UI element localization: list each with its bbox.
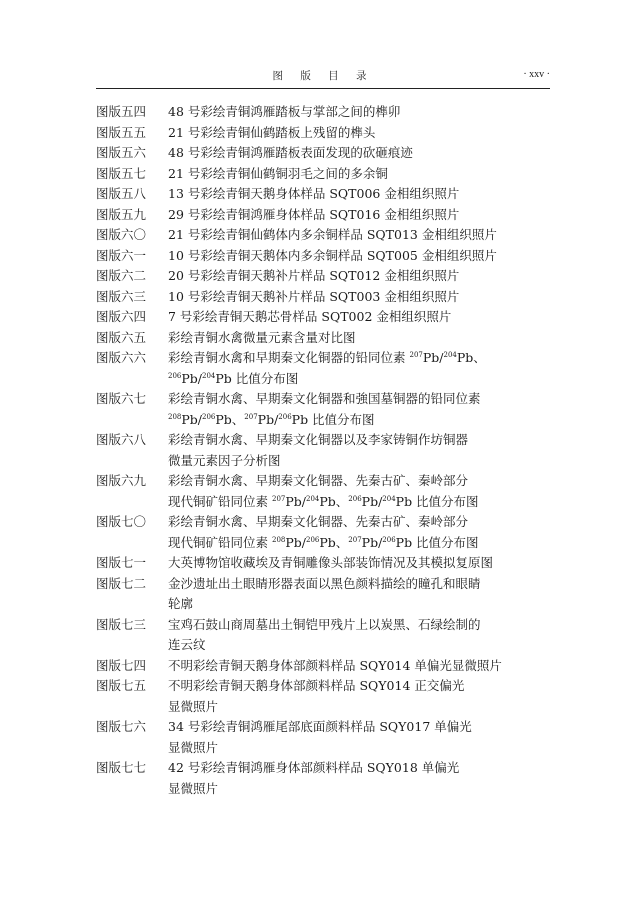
plate-label: 图版五四 (96, 104, 147, 119)
caption-text: Pb/ (181, 411, 202, 427)
plate-label: 图版五六 (96, 145, 147, 160)
plate-entry (96, 389, 550, 430)
plate-label: 图版七七 (96, 760, 147, 775)
caption-line (168, 676, 550, 697)
caption-text: 21 号彩绘青铜仙鹤踏板上残留的榫头 (168, 124, 376, 140)
caption-text: 显微照片 (168, 739, 219, 755)
plate-entry (96, 143, 550, 164)
caption-line (168, 410, 550, 431)
plate-label: 图版六九 (96, 473, 147, 488)
plate-label: 图版七六 (96, 719, 147, 734)
caption-text: Pb/ (361, 534, 383, 550)
plate-label: 图版六二 (96, 268, 147, 283)
plate-caption (168, 287, 550, 308)
caption-text: 48 号彩绘青铜鸿雁踏板与掌部之间的榫卯 (168, 104, 401, 119)
plate-caption (168, 164, 550, 185)
plate-entry (96, 307, 550, 328)
caption-text: Pb/ (181, 370, 202, 386)
plate-entry (96, 574, 550, 615)
caption-line (168, 348, 550, 369)
isotope-mass-number: 208 (168, 412, 182, 421)
plate-caption (168, 328, 550, 349)
plate-caption (168, 205, 550, 226)
caption-line (168, 553, 550, 574)
plate-label: 图版六四 (96, 309, 147, 324)
caption-line (168, 512, 550, 533)
caption-line (168, 369, 550, 390)
caption-line (168, 656, 550, 677)
caption-text: Pb、 (456, 350, 486, 365)
plate-label: 图版五八 (96, 186, 147, 201)
caption-line (168, 492, 550, 513)
plate-label: 图版六八 (96, 432, 147, 447)
caption-text: 不明彩绘青铜天鹅身体部颜料样品 SQY014 单偏光显微照片 (168, 657, 502, 673)
plate-caption (168, 430, 550, 471)
caption-line (168, 184, 550, 205)
caption-text: Pb/ (285, 534, 306, 550)
caption-text: 彩绘青铜水禽微量元素含量对比图 (168, 329, 356, 345)
isotope-mass-number: 204 (202, 371, 216, 380)
caption-text: 显微照片 (168, 698, 219, 714)
plate-caption (168, 553, 550, 574)
plate-entry (96, 328, 550, 349)
page-number: · xxv · (523, 69, 550, 80)
plate-caption (168, 656, 550, 677)
plate-entry (96, 287, 550, 308)
caption-line (168, 164, 550, 185)
caption-line (168, 287, 550, 308)
plate-entry (96, 266, 550, 287)
running-header (96, 66, 550, 86)
caption-line (168, 471, 550, 492)
caption-text: 10 号彩绘青铜天鹅补片样品 SQT003 金相组织照片 (168, 288, 460, 304)
plate-caption (168, 123, 550, 144)
isotope-mass-number: 204 (305, 494, 320, 503)
caption-line (168, 635, 550, 656)
plate-label: 图版六五 (96, 329, 147, 345)
caption-line (168, 225, 550, 246)
caption-text: Pb/ (361, 493, 383, 509)
plate-entry (96, 225, 550, 246)
caption-text: Pb、 (319, 534, 349, 550)
plate-caption (168, 574, 550, 615)
caption-text: 彩绘青铜水禽和早期秦文化铜器的铅同位素 (168, 350, 410, 365)
plate-caption (168, 225, 550, 246)
plate-entry (96, 164, 550, 185)
caption-line (168, 328, 550, 349)
plate-caption (168, 758, 550, 799)
plate-label: 图版七三 (96, 616, 147, 632)
plate-entry (96, 512, 550, 553)
plate-entry (96, 615, 550, 656)
isotope-mass-number: 206 (202, 412, 216, 421)
plate-label: 图版七五 (96, 678, 147, 693)
caption-line (168, 430, 550, 451)
plate-entry (96, 656, 550, 677)
caption-text: 显微照片 (168, 780, 219, 796)
caption-text: 13 号彩绘青铜天鹅身体样品 SQT006 金相组织照片 (168, 186, 460, 201)
caption-text: 现代铜矿铅同位素 (168, 534, 272, 550)
caption-text: 大英博物馆收藏埃及青铜雕像头部装饰情况及其模拟复原图 (168, 555, 494, 570)
caption-text: Pb/ (257, 411, 279, 427)
plate-caption (168, 471, 550, 512)
plate-caption (168, 389, 550, 430)
caption-line (168, 594, 550, 615)
plate-caption (168, 348, 550, 389)
plate-entry (96, 471, 550, 512)
isotope-mass-number: 206 (278, 412, 292, 421)
caption-line (168, 615, 550, 636)
plate-caption (168, 676, 550, 717)
caption-text: 宝鸡石鼓山商周墓出土铜铠甲残片上以炭黑、石绿绘制的 (168, 616, 481, 632)
caption-text: 微量元素因子分析图 (168, 452, 281, 468)
plate-label: 图版五九 (96, 206, 147, 222)
caption-text: 不明彩绘青铜天鹅身体部颜料样品 SQY014 正交偏光 (168, 678, 465, 693)
caption-text: 48 号彩绘青铜鸿雁踏板表面发现的砍砸痕迹 (168, 145, 413, 160)
caption-line (168, 717, 550, 738)
plate-entry (96, 102, 550, 123)
caption-text: 21 号彩绘青铜仙鹤体内多余铜样品 SQT013 金相组织照片 (168, 227, 497, 242)
plate-entry (96, 246, 550, 267)
plate-label: 图版五五 (96, 124, 147, 140)
caption-line (168, 758, 550, 779)
plate-entry (96, 553, 550, 574)
isotope-mass-number: 206 (168, 371, 182, 380)
isotope-mass-number: 206 (305, 535, 320, 544)
plate-entry (96, 348, 550, 389)
isotope-mass-number: 207 (409, 351, 423, 359)
caption-text: 彩绘青铜水禽、早期秦文化铜器以及李家铸铜作坊铜器 (168, 432, 469, 447)
caption-text: 彩绘青铜水禽、早期秦文化铜器、先秦古矿、秦岭部分 (168, 514, 469, 529)
caption-line (168, 451, 550, 472)
plate-entry (96, 205, 550, 226)
caption-line (168, 533, 550, 554)
caption-text: 21 号彩绘青铜仙鹤铜羽毛之间的多余铜 (168, 165, 388, 181)
caption-text: 轮廓 (168, 596, 194, 611)
caption-line (168, 697, 550, 718)
plate-label: 图版六一 (96, 247, 147, 263)
caption-text: Pb 比值分布图 (395, 534, 479, 550)
caption-line (168, 123, 550, 144)
plate-entry (96, 430, 550, 471)
caption-text: 7 号彩绘青铜天鹅芯骨样品 SQT002 金相组织照片 (168, 309, 452, 324)
caption-text: 42 号彩绘青铜鸿雁身体部颜料样品 SQY018 单偏光 (168, 760, 460, 775)
caption-text: 彩绘青铜水禽、早期秦文化铜器、先秦古矿、秦岭部分 (168, 473, 469, 488)
plate-label: 图版五七 (96, 165, 147, 181)
plate-label: 图版七一 (96, 555, 147, 570)
isotope-mass-number: 206 (382, 535, 396, 544)
caption-text: 连云纹 (168, 637, 206, 652)
plate-label: 图版七二 (96, 575, 147, 591)
plate-caption (168, 615, 550, 656)
caption-text: 29 号彩绘青铜鸿雁身体样品 SQT016 金相组织照片 (168, 206, 460, 222)
plate-caption (168, 184, 550, 205)
caption-text: 10 号彩绘青铜天鹅体内多余铜样品 SQT005 金相组织照片 (168, 247, 497, 263)
caption-text: Pb 比值分布图 (291, 411, 375, 427)
isotope-mass-number: 204 (443, 351, 457, 359)
caption-line (168, 266, 550, 287)
caption-line (168, 246, 550, 267)
caption-line (168, 205, 550, 226)
plate-label: 图版七〇 (96, 514, 147, 529)
plate-list (96, 102, 550, 799)
plate-caption (168, 102, 550, 123)
plate-caption (168, 512, 550, 553)
plate-label: 图版七四 (96, 657, 147, 673)
header-rule (96, 88, 550, 89)
caption-text: 现代铜矿铅同位素 (168, 493, 272, 509)
plate-caption (168, 717, 550, 758)
plate-label: 图版六六 (96, 350, 147, 365)
plate-entry (96, 758, 550, 799)
plate-label: 图版六三 (96, 288, 147, 304)
caption-line (168, 779, 550, 800)
plate-label: 图版六〇 (96, 227, 147, 242)
caption-text: Pb 比值分布图 (215, 370, 299, 386)
caption-text: 34 号彩绘青铜鸿雁尾部底面颜料样品 SQY017 单偏光 (168, 719, 472, 734)
caption-line (168, 102, 550, 123)
header-title: 图 版 目 录 (272, 70, 374, 82)
plate-caption (168, 246, 550, 267)
caption-line (168, 307, 550, 328)
caption-line (168, 574, 550, 595)
plate-entry (96, 717, 550, 758)
plate-caption (168, 307, 550, 328)
isotope-mass-number: 207 (271, 494, 286, 503)
caption-text: Pb/ (422, 350, 444, 365)
caption-text: 金沙遗址出土眼睛形器表面以黑色颜料描绘的瞳孔和眼睛 (168, 575, 481, 591)
isotope-mass-number: 207 (348, 535, 362, 544)
plate-label: 图版六七 (96, 391, 147, 406)
plate-entry (96, 676, 550, 717)
isotope-mass-number: 208 (271, 535, 286, 544)
caption-line (168, 389, 550, 410)
caption-text: Pb/ (285, 493, 306, 509)
plate-caption (168, 143, 550, 164)
caption-text: 彩绘青铜水禽、早期秦文化铜器和強国墓铜器的铅同位素 (168, 391, 481, 406)
plate-entry (96, 123, 550, 144)
caption-text: Pb 比值分布图 (395, 493, 479, 509)
plate-entry (96, 184, 550, 205)
plate-caption (168, 266, 550, 287)
isotope-mass-number: 204 (382, 494, 396, 503)
caption-text: Pb、 (319, 493, 349, 509)
caption-text: Pb、 (215, 411, 245, 427)
caption-line (168, 738, 550, 759)
isotope-mass-number: 206 (348, 494, 362, 503)
caption-text: 20 号彩绘青铜天鹅补片样品 SQT012 金相组织照片 (168, 268, 460, 283)
caption-line (168, 143, 550, 164)
isotope-mass-number: 207 (244, 412, 258, 421)
